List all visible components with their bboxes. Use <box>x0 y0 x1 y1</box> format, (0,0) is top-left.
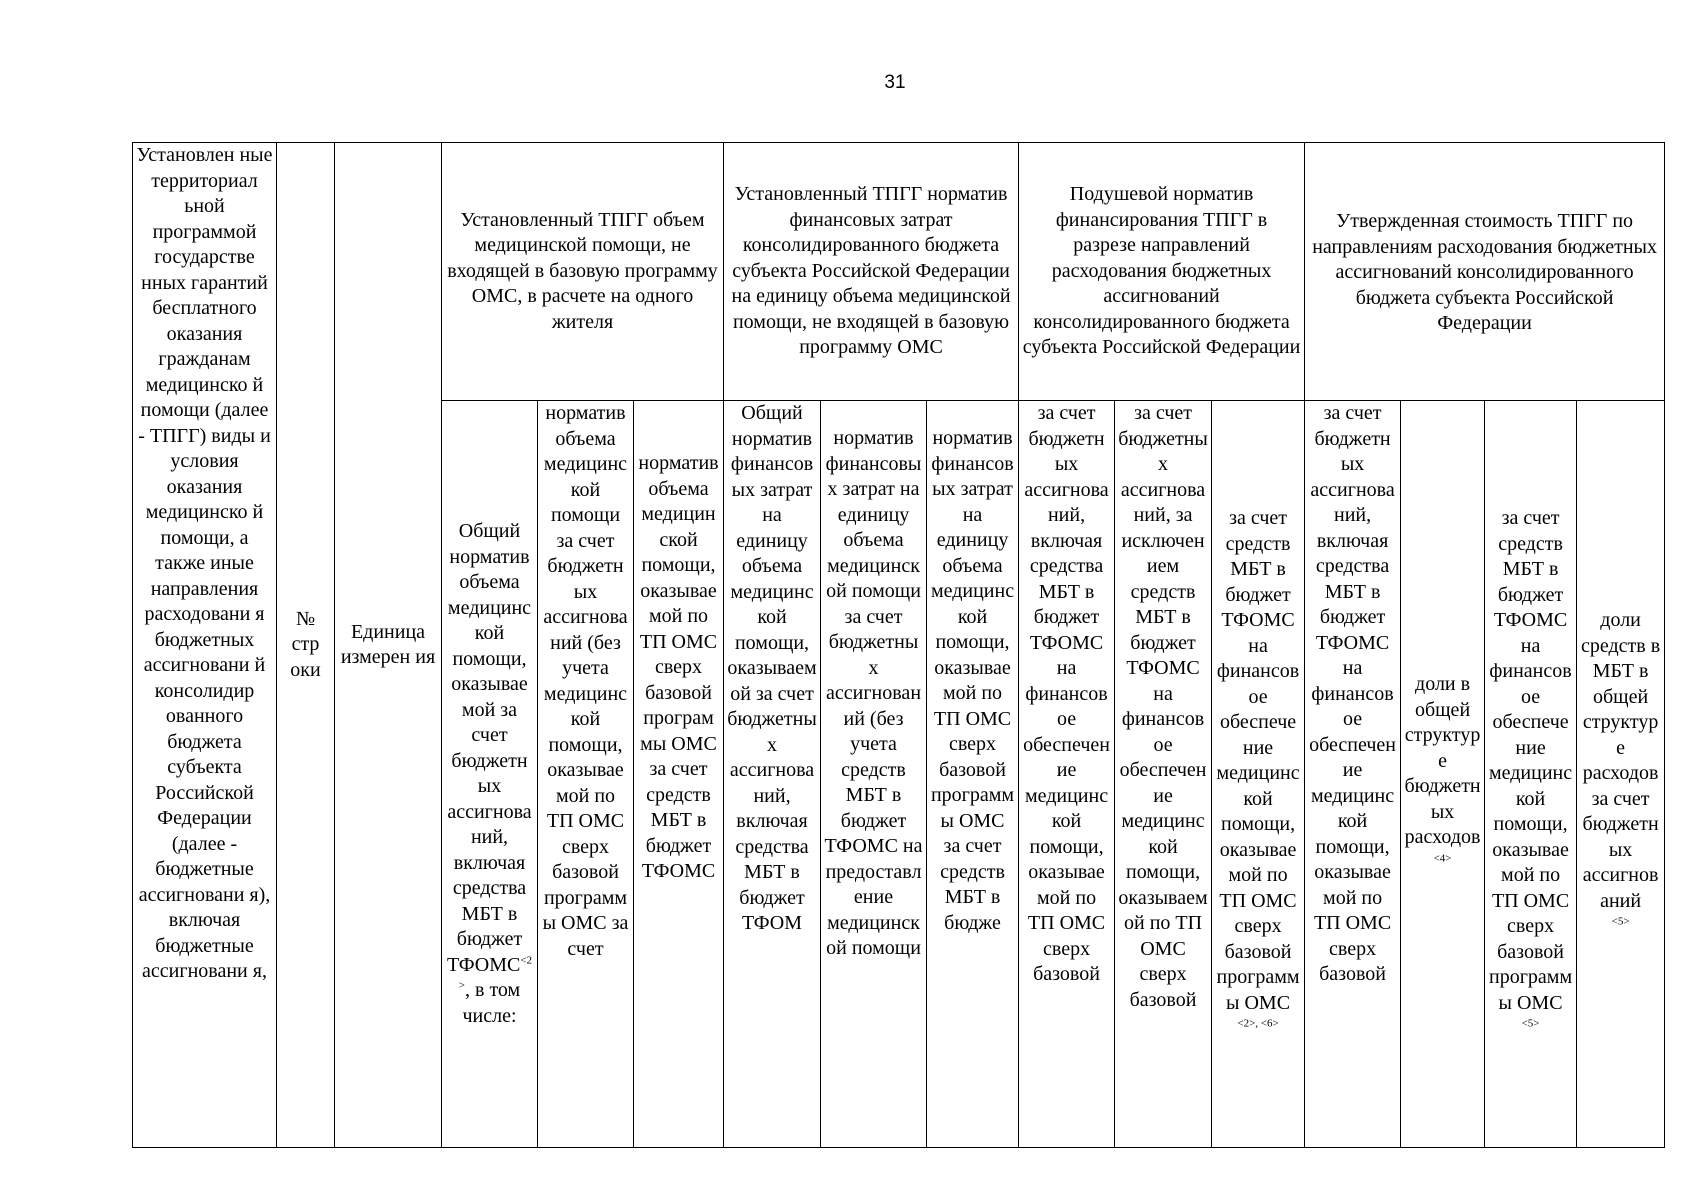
page-number: 31 <box>884 72 906 93</box>
header-cost-budget: норматив финансовых затрат на единицу объема медицинской помощи за счет бюджетных ассигнований (без учета средств МБТ в бюджет ТФОМС на предоставление медицинской помощи <box>821 401 927 1148</box>
header-rowlabel: Установлен ные территориал ьной программой государстве нных гарантий бесплатного оказания гражданам медицинско й помощи (далее - ТПГГ) виды и условия оказания медицинско й помощи, а также иные направления расходовани я бюджетных ассигновани й консолидир ованного бюджета субъекта Российской Федерации (далее - бюджетные ассигновани я), включая бюджетные ассигновани я, <box>133 143 277 1148</box>
header-group-approved: Утвержденная стоимость ТПГГ по направлениям расходования бюджетных ассигнований консолидированного бюджета субъекта Российской Федерации <box>1305 143 1665 401</box>
header-unit: Единица измерен ия <box>335 143 442 1148</box>
header-approved-mbt-share: доли средств в МБТ в общей структуре расходов за счет бюджетных ассигнований $^{<5>}$ <box>1577 401 1665 1148</box>
header-row-number: № стр оки <box>277 143 335 1148</box>
financing-table <box>132 142 1665 1148</box>
header-percapita-mbt: за счет средств МБТ в бюджет ТФОМС на финансовое обеспечение медицинской помощи, оказываемой по ТП ОМС сверх базовой программы ОМС $^{<2>, <6>}$ <box>1212 401 1305 1148</box>
header-volume-mbt: норматив объема медицинской помощи, оказываемой по ТП ОМС сверх базовой программы ОМС за счет средств МБТ в бюджет ТФОМС <box>634 401 724 1148</box>
header-cost-total: Общий норматив финансовых затрат на единицу объема медицинской помощи, оказываемой за счет бюджетных ассигнований, включая средства МБТ в бюджет ТФОМ <box>724 401 821 1148</box>
header-volume-budget: норматив объема медицинской помощи за счет бюджетных ассигнований (без учета медицинской помощи, оказываемой по ТП ОМС сверх базовой программы ОМС за счет <box>538 401 634 1148</box>
header-cost-mbt: норматив финансовых затрат на единицу объема медицинской помощи, оказываемой по ТП ОМС сверх базовой программы ОМС за счет средств МБТ в бюдже <box>927 401 1019 1148</box>
header-group-percapita: Подушевой норматив финансирования ТПГГ в разрезе направлений расходования бюджетных ассигнований консолидированного бюджета субъекта Российской Федерации <box>1019 143 1305 401</box>
header-approved-mbt: за счет средств МБТ в бюджет ТФОМС на финансовое обеспечение медицинской помощи, оказываемой по ТП ОМС сверх базовой программы ОМС $^{<5>}$ <box>1485 401 1577 1148</box>
header-group-cost: Установленный ТПГГ норматив финансовых затрат консолидированного бюджета субъекта Российской Федерации на единицу объема медицинской помощи, не входящей в базовую программу ОМС <box>724 143 1019 401</box>
header-percapita-excl-mbt: за счет бюджетных ассигнований, за исключением средств МБТ в бюджет ТФОМС на финансовое обеспечение медицинской помощи, оказываемой по ТП ОМС сверх базовой <box>1115 401 1212 1148</box>
header-approved-incl-mbt: за счет бюджетных ассигнований, включая средства МБТ в бюджет ТФОМС на финансовое обеспечение медицинской помощи, оказываемой по ТП ОМС сверх базовой <box>1305 401 1401 1148</box>
header-volume-total: Общий норматив объема медицинской помощи, оказываемой за счет бюджетных ассигнований, включая средства МБТ в бюджет $ТФОМС^{<2>}$, в том числе: <box>442 401 538 1148</box>
header-group-volume: Установленный ТПГГ объем медицинской помощи, не входящей в базовую программу ОМС, в расчете на одного жителя <box>442 143 724 401</box>
header-approved-share: доли в общей структуре бюджетных расходов $^{<4>}$ <box>1401 401 1485 1148</box>
header-percapita-incl-mbt: за счет бюджетных ассигнований, включая средства МБТ в бюджет ТФОМС на финансовое обеспечение медицинской помощи, оказываемой по ТП ОМС сверх базовой <box>1019 401 1115 1148</box>
